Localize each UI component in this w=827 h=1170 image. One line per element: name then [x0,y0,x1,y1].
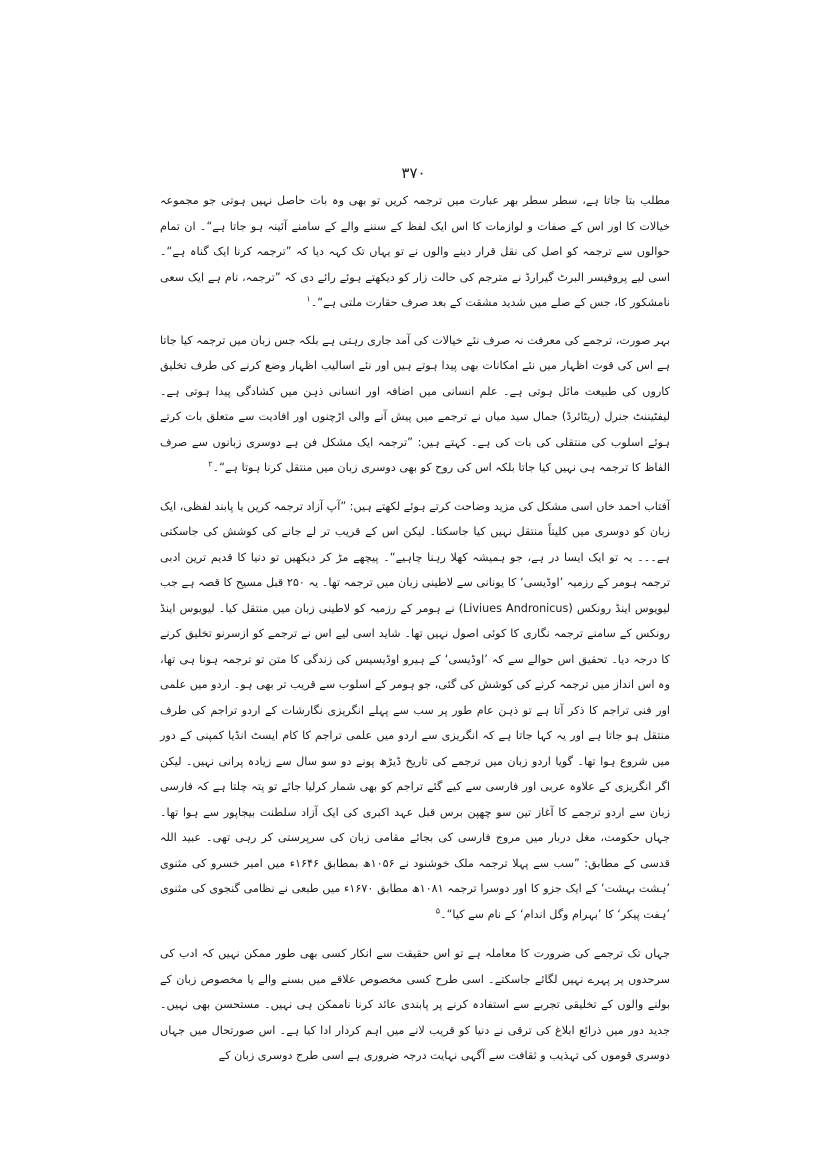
page-number: ۳۷۰ [401,164,426,182]
paragraph-4-text: جہاں تک ترجمے کی ضرورت کا معاملہ ہے تو اس حقیقت سے انکار کسی بھی طور ممکن نہیں کہ ادب کی سرحدوں پر پہرے نہیں لگائے جاسکتے۔ اسی طرح کسی مخصوص علاقے میں بسنے والے یا مخصوص زبان کے بولنے والوں کے تخلیقی تجربے سے استفادہ کرنے پر پابندی عائد کرنا ناممکن ہی نہیں۔ مستحسن بھی نہیں۔ جدید دور میں ذرائع ابلاغ کی ترقی نے دنیا کو قریب لانے میں اہم کردار ادا کیا ہے۔ اس صورتحال میں جہاں دوسری قوموں کی تہذیب و ثقافت سے آگہی نہایت درجہ ضروری ہے اسی طرح دوسری زبان کے [160,947,670,1062]
footnote-marker-1: ۱ [306,294,311,304]
paragraph-1-text: مطلب بتا جاتا ہے، سطر سطر بھر عبارت میں ترجمہ کریں تو بھی وہ بات حاصل نہیں ہوتی جو مجموعہ خیالات کا اور اس کے صفات و لوازمات کا اس ایک لفظ کے سننے والے کے سامنے آئینہ ہو جاتا ہے“۔ ان تمام حوالوں سے ترجمہ کو اصل کی نقل قرار دینے والوں نے تو یہاں تک کہہ دیا کہ ”ترجمہ کرنا ایک گناہ ہے“۔ اسی لیے پروفیسر البرٹ گیرارڈ نے مترجم کی حالت زار کو دیکھتے ہوئے رائے دی کہ ”ترجمہ، نام ہے ایک سعی نامشکور کا، جس کے صلے میں شدید مشقت کے بعد صرف حقارت ملتی ہے“۔ [160,194,670,309]
body-text [160,188,670,1081]
paragraph-1 [160,188,670,316]
footnote-marker-3: ۵ [435,905,441,915]
paragraph-2 [160,328,670,481]
paragraph-2-text: بہر صورت، ترجمے کی معرفت نہ صرف نئے خیالات کی آمد جاری رہتی ہے بلکہ جس زبان میں ترجمہ کیا جاتا ہے اس کی قوت اظہار میں نئے امکانات بھی پیدا ہوتے ہیں اور نئے اسالیب اظہار وضع کرنے کی طرف تخلیق کاروں کی طبیعت مائل ہوتی ہے۔ علم انسانی میں اضافہ اور انسانی ذہن میں کشادگی پیدا ہوتی ہے۔ لیفٹیننٹ جنرل (ریٹائرڈ) جمال سید میاں نے ترجمے میں پیش آنے والی اڑچنوں اور افادیت سے متعلق بات کرتے ہوئے اسلوب کی منتقلی کی بات کی ہے۔ کہتے ہیں: ”ترجمہ ایک مشکل فن ہے دوسری زبانوں سے صرف الفاظ کا ترجمہ ہی نہیں کیا جاتا بلکہ اس کی روح کو بھی دوسری زبان میں منتقل کرنا ہوتا ہے“۔ [160,333,670,474]
footnote-marker-2: ۲ [208,459,213,469]
paragraph-3 [160,494,670,928]
paragraph-4 [160,941,670,1069]
paragraph-3-text: آفتاب احمد خاں اسی مشکل کی مزید وضاحت کرتے ہوئے لکھتے ہیں: ”آپ آزاد ترجمہ کریں یا پابند لفظی، ایک زبان کو دوسری میں کلیتاً منتقل نہیں کیا جاسکتا۔ لیکن اس کے قریب تر لے جانے کی کوشش کی جاسکتی ہے۔۔۔ یہ تو ایک ایسا در ہے، جو ہمیشہ کھلا رہنا چاہیے“۔ پیچھے مڑ کر دیکھیں تو دنیا کا قدیم ترین ادبی ترجمہ ہومر کے رزمیہ ’اوڈیسی‘ کا یونانی سے لاطینی زبان میں ترجمہ تھا۔ یہ ۲۵۰ قبل مسیح کا قصہ ہے جب لیویوس اینڈ رونکس (Liviues Andronicus) نے ہومر کے رزمیہ کو لاطینی زبان میں منتقل کیا۔ لیویوس اینڈ رونکس کے سامنے ترجمہ نگاری کا کوئی اصول نہیں تھا۔ شاید اسی لیے اس نے ترجمے کو ازسرنو تخلیق کرنے کا درجہ دیا۔ تحقیق اس حوالے سے کہ ’اوڈیسی‘ کے ہیرو اوڈیسیس کی زندگی کا متن تو ترجمہ ہونا ہی تھا، وہ اس انداز میں ترجمہ کرنے کی کوشش کی گئی، جو ہومر کے اسلوب سے قریب تر بھی ہو۔ اردو میں علمی اور فنی تراجم کا ذکر آتا ہے تو ذہن عام طور پر سب سے پہلے انگریزی نگارشات کے اردو تراجم کی طرف منتقل ہو جاتا ہے اور یہ کہا جاتا ہے کہ انگریزی سے اردو میں علمی تراجم کا کام ایسٹ انڈیا کمپنی کے دور میں شروع ہوا تھا۔ گویا اردو زبان میں ترجمے کی تاریخ ڈیڑھ پونے دو سو سال سے زیادہ پرانی نہیں۔ لیکن اگر انگریزی کے علاوہ عربی اور فارسی سے کیے گئے تراجم کو بھی شمار کرلیا جائے تو پتہ چلتا ہے کہ فارسی زبان سے اردو ترجمے کا آغاز تین سو چھپن برس قبل عہد اکبری کی ایک آزاد سلطنت بیجاپور سے ہوا تھا۔ جہاں حکومت، مغل دربار میں مروج فارسی کی بجائے مقامی زبان کی سرپرستی کر رہی تھی۔ عبید اللہ قدسی کے مطابق: ”سب سے پہلا ترجمہ ملک خوشنود نے ۱۰۵۶ھ بمطابق ۱۶۴۶ء میں امیر خسرو کی مثنوی ’ہشت بہشت‘ کے ایک جزو کا اور دوسرا ترجمہ ۱۰۸۱ھ مطابق ۱۶۷۰ء میں طبعی نے نظامی گنجوی کی مثنوی ’ہفت پیکر‘ کا ’بہرام وگل اندام‘ کے نام سے کیا“۔ [160,499,670,921]
